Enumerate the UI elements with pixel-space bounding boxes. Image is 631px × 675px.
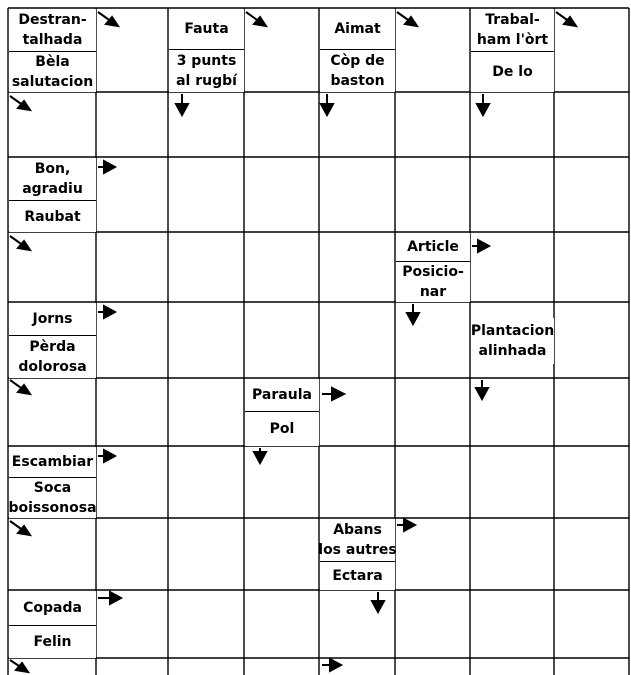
down-arrow-icon — [372, 592, 384, 612]
clue-cell[interactable] — [9, 158, 96, 201]
diagonal-arrow-icon — [397, 12, 417, 26]
clue-cell[interactable] — [320, 562, 395, 590]
diagonal-arrow-icon — [10, 521, 30, 535]
clue-cell[interactable] — [471, 318, 554, 364]
diagonal-arrow-icon — [10, 96, 30, 110]
clue-text: Abans los autres — [318, 522, 397, 558]
diagonal-arrow-icon — [10, 380, 30, 394]
clue-cell[interactable] — [320, 9, 395, 50]
clue-text: Destran- talhada — [18, 12, 87, 48]
right-arrow-icon — [472, 240, 489, 252]
clue-text: Paraula — [252, 387, 312, 403]
clue-text: De lo — [492, 64, 533, 80]
clue-text: Posicio- nar — [402, 264, 464, 300]
clue-cell[interactable] — [245, 379, 319, 412]
clue-text: Aimat — [334, 21, 381, 37]
clue-text: 3 punts al rugbí — [176, 53, 237, 89]
clue-cell[interactable] — [471, 9, 554, 52]
right-arrow-icon — [322, 388, 344, 400]
clue-cell[interactable] — [169, 50, 244, 92]
right-arrow-icon — [322, 659, 341, 671]
clue-text: Còp de baston — [330, 53, 385, 89]
clue-text: Bèla salutacion — [11, 54, 94, 90]
clue-cell[interactable] — [9, 336, 96, 378]
diagonal-arrow-icon — [246, 12, 266, 26]
down-arrow-icon — [254, 448, 266, 463]
clue-cell[interactable] — [245, 412, 319, 446]
clue-cell[interactable] — [396, 262, 470, 302]
clue-text: Jorns — [32, 311, 73, 327]
clue-text: Soca boissonosa — [8, 480, 97, 516]
clue-text: Plantacion alinhada — [470, 323, 555, 359]
clue-text: Article — [407, 239, 459, 255]
down-arrow-icon — [407, 304, 419, 324]
clue-text: Pèrda dolorosa — [18, 339, 87, 375]
clue-text: Escambiar — [11, 454, 94, 470]
clue-cell[interactable] — [9, 478, 96, 518]
diagonal-arrow-icon — [10, 236, 30, 250]
clue-text: Fauta — [184, 21, 229, 37]
clue-text: Copada — [23, 600, 82, 616]
clue-cell[interactable] — [9, 591, 96, 626]
right-arrow-icon — [98, 450, 115, 462]
clue-text: Trabal- ham l'òrt — [476, 12, 549, 48]
clue-cell[interactable] — [9, 9, 96, 52]
down-arrow-icon — [476, 380, 488, 399]
diagonal-arrow-icon — [98, 12, 118, 26]
clue-text: Bon, agradiu — [22, 161, 83, 197]
diagonal-arrow-icon — [556, 12, 576, 26]
clue-text: Raubat — [24, 208, 81, 225]
clue-cell[interactable] — [9, 201, 96, 232]
clue-cell[interactable] — [396, 233, 470, 262]
right-arrow-icon — [397, 519, 415, 531]
down-arrow-icon — [321, 94, 333, 115]
clue-text: Ectara — [332, 568, 383, 584]
clue-cell[interactable] — [9, 447, 96, 478]
clue-text: Pol — [269, 421, 295, 437]
diagonal-arrow-icon — [10, 660, 28, 672]
clue-text: Felin — [33, 634, 72, 650]
clue-cell[interactable] — [9, 626, 96, 658]
clue-cell[interactable] — [320, 519, 395, 562]
clue-cell[interactable] — [320, 50, 395, 92]
clue-cell[interactable] — [9, 52, 96, 92]
down-arrow-icon — [477, 94, 489, 115]
right-arrow-icon — [98, 306, 115, 318]
clue-cell[interactable] — [9, 303, 96, 336]
clue-cell[interactable] — [169, 9, 244, 50]
down-arrow-icon — [176, 94, 188, 115]
right-arrow-icon — [98, 161, 115, 173]
clue-cell[interactable] — [471, 52, 554, 92]
right-arrow-icon — [98, 592, 121, 604]
